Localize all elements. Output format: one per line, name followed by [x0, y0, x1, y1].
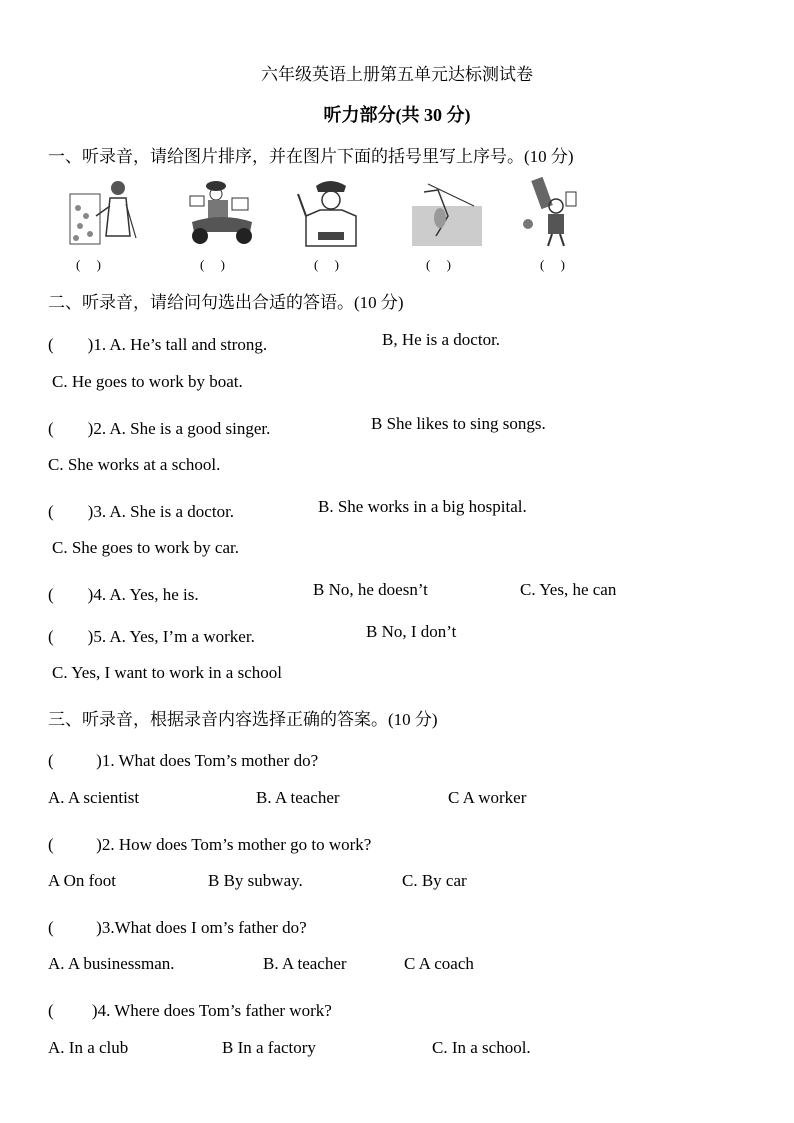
s2-q2-option-a: ( )2. A. She is a good singer. [48, 419, 271, 438]
scientist-telescope-icon [516, 176, 598, 248]
s3-q2-option-a: A On foot [48, 871, 116, 890]
s3-q4-option-c: C. In a school. [432, 1038, 531, 1057]
s3-q1-question: ( )1. What does Tom’s mother do? [48, 751, 319, 770]
picture-2-answer-bracket[interactable]: ( ) [200, 257, 225, 272]
s2-q5-option-a: ( )5. A. Yes, I’m a worker. [48, 627, 255, 646]
s3-q1-option-a: A. A scientist [48, 788, 140, 807]
picture-1-answer-bracket[interactable]: ( ) [76, 257, 101, 272]
s2-q3-option-c: C. She goes to work by car. [52, 538, 239, 557]
picture-4-answer-bracket[interactable]: ( ) [426, 257, 451, 272]
s2-q4-option-b: B No, he doesn’t [313, 580, 428, 599]
s2-q5-option-c: C. Yes, I want to work in a school [52, 663, 282, 682]
police-officer-icon [292, 176, 374, 248]
woman-cooking-icon [66, 176, 148, 248]
fisherman-icon [408, 176, 490, 248]
section1-heading: 一、听录音，请给图片排序，并在图片下面的括号里写上序号。(10 分) [48, 147, 574, 166]
s3-q4-option-a: A. In a club [48, 1038, 129, 1057]
s2-q1-option-a: ( )1. A. He’s tall and strong. [48, 335, 268, 354]
s3-q3-option-c: C A coach [404, 954, 474, 973]
s2-q2-option-b: B She likes to sing songs. [371, 414, 546, 433]
s2-q1-option-b: B, He is a doctor. [382, 330, 501, 349]
s2-q4-option-a: ( )4. A. Yes, he is. [48, 585, 199, 604]
s3-q4-option-b: B In a factory [222, 1038, 316, 1057]
s3-q2-option-c: C. By car [402, 871, 467, 890]
s3-q3-option-a: A. A businessman. [48, 954, 175, 973]
s3-q2-question: ( )2. How does Tom’s mother go to work? [48, 835, 372, 854]
section2-heading: 二、听录音，请给问句选出合适的答语。(10 分) [48, 293, 404, 312]
section3-heading: 三、听录音，根据录音内容选择正确的答案。(10 分) [48, 710, 438, 729]
s3-q3-question: ( )3.What does I om’s father do? [48, 918, 307, 937]
page-title: 六年级英语上册第五单元达标测试卷 [261, 65, 533, 84]
s3-q2-option-b: B By subway. [208, 871, 303, 890]
s2-q3-option-b: B. She works in a big hospital. [318, 497, 527, 516]
s2-q4-option-c: C. Yes, he can [520, 580, 617, 599]
listening-part-title: 听力部分(共 30 分) [323, 105, 471, 125]
s2-q2-option-c: C. She works at a school. [48, 455, 221, 474]
s3-q3-option-b: B. A teacher [263, 954, 347, 973]
postman-motorbike-icon [182, 176, 264, 248]
s2-q3-option-a: ( )3. A. She is a doctor. [48, 502, 235, 521]
s2-q1-option-c: C. He goes to work by boat. [52, 372, 243, 391]
s2-q5-option-b: B No, I don’t [366, 622, 457, 641]
s3-q1-option-b: B. A teacher [256, 788, 340, 807]
s3-q1-option-c: C A worker [448, 788, 527, 807]
picture-3-answer-bracket[interactable]: ( ) [314, 257, 339, 272]
picture-5-answer-bracket[interactable]: ( ) [540, 257, 565, 272]
s3-q4-question: ( )4. Where does Tom’s father work? [48, 1001, 332, 1020]
